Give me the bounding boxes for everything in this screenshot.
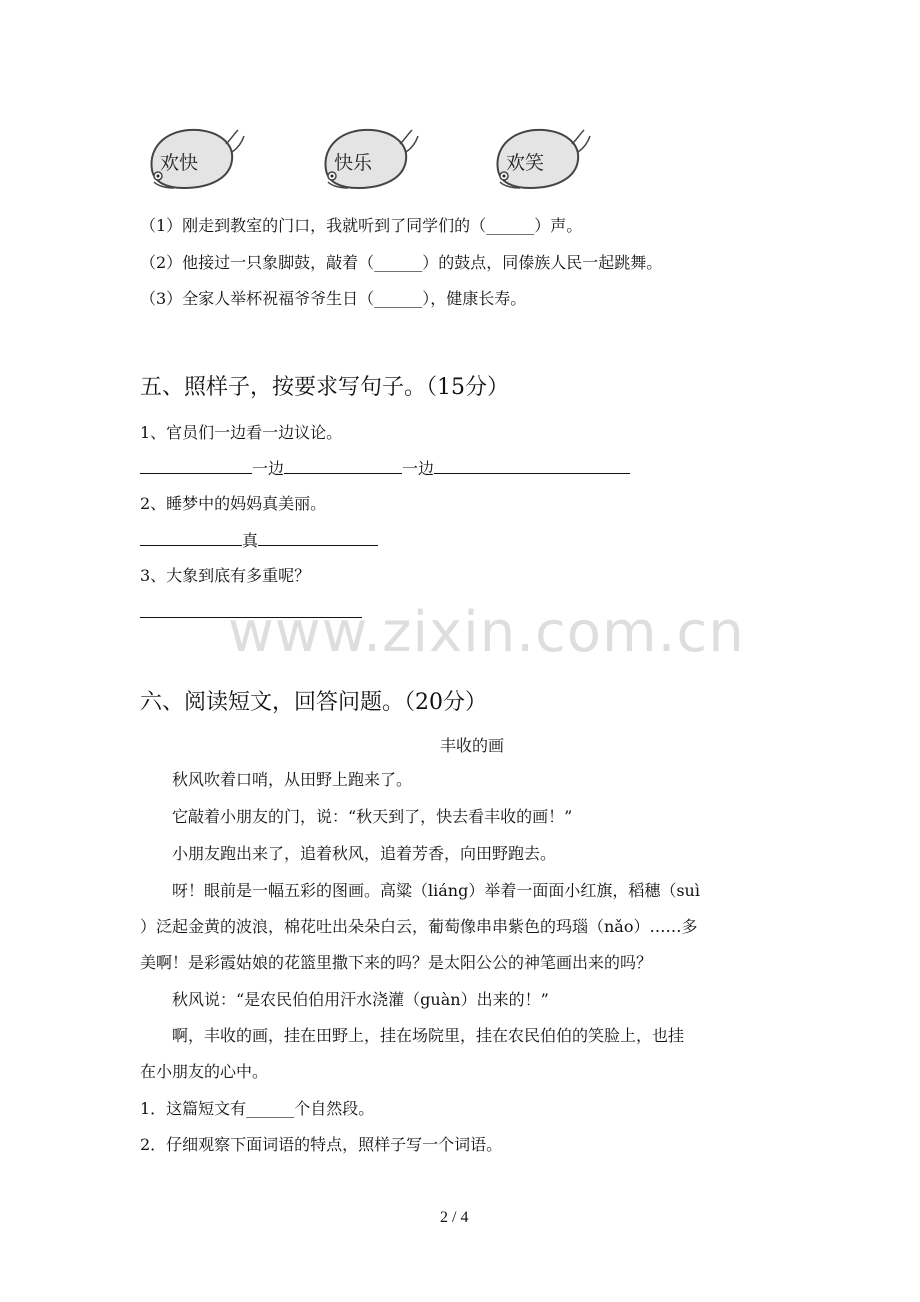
answer-line-1 [140, 458, 630, 479]
question-text: 个自然段。 [294, 1099, 375, 1118]
answer-blank[interactable] [434, 458, 630, 474]
passage-line: ）泛起金黄的波浪，棉花吐出朵朵白云，葡萄像串串紫色的玛瑙（nǎo）……多 [140, 917, 698, 936]
pattern-word: 一边 [252, 459, 285, 478]
watermark: www.zixin.com.cn [228, 600, 745, 665]
passage-line: 美啊！是彩霞姑娘的花篮里撒下来的吗？是太阳公公的神笔画出来的吗？ [140, 953, 653, 972]
answer-blank[interactable] [140, 530, 242, 546]
reading-question-1 [140, 1099, 374, 1119]
question-text: 2．仔细观察下面词语的特点，照样子写一个词语。 [140, 1135, 503, 1154]
answer-line-2 [140, 530, 378, 551]
question-text: 1．这篇短文有 [140, 1099, 247, 1118]
answer-blank[interactable]: ______ [486, 216, 535, 235]
fill-question-2 [140, 253, 662, 273]
pattern-word: 一边 [402, 459, 435, 478]
passage-line: 小朋友跑出来了，追着秋风，追着芳香，向田野跑去。 [172, 844, 557, 863]
question-text: ），健康长寿。 [422, 289, 527, 308]
word-label: 欢快 [160, 152, 199, 174]
passage-line: 秋风说：“是农民伯伯用汗水浇灌（guàn）出来的！” [172, 990, 549, 1009]
word-label: 快乐 [334, 152, 373, 174]
question-text: （2）他接过一只象脚鼓，敲着（ [140, 253, 375, 272]
answer-blank[interactable]: ______ [246, 1099, 295, 1118]
section-title-5: 五、照样子，按要求写句子。（15分） [140, 375, 509, 400]
pattern-word: 真 [242, 531, 259, 550]
word-label: 欢笑 [506, 152, 545, 174]
answer-blank[interactable] [284, 458, 402, 474]
answer-blank[interactable]: ______ [374, 289, 423, 308]
answer-blank[interactable] [258, 530, 378, 546]
fill-question-1 [140, 216, 582, 236]
sentence-prompt-1: 1、官员们一边看一边议论。 [140, 423, 343, 442]
page-number: 2 / 4 [440, 1209, 469, 1226]
sentence-prompt-2: 2、睡梦中的妈妈真美丽。 [140, 494, 327, 513]
question-text: ）声。 [534, 216, 583, 235]
answer-blank[interactable]: ______ [374, 253, 423, 272]
passage-line: 啊，丰收的画，挂在田野上，挂在场院里，挂在农民伯伯的笑脸上，也挂 [172, 1026, 685, 1045]
sentence-prompt-3: 3、大象到底有多重呢？ [140, 566, 311, 585]
passage-line: 它敲着小朋友的门，说：“秋天到了，快去看丰收的画！” [172, 807, 573, 826]
word-badge-2 [314, 118, 424, 198]
question-text: （1）刚走到教室的门口，我就听到了同学们的（ [140, 216, 487, 235]
passage-line: 秋风吹着口哨，从田野上跑来了。 [172, 770, 413, 789]
passage-line: 呀！眼前是一幅五彩的图画。高粱（liáng）举着一面面小红旗，稻穗（suì [172, 881, 700, 900]
reading-question-2 [140, 1135, 502, 1155]
word-badge-1 [140, 118, 250, 198]
passage-title: 丰收的画 [440, 736, 505, 755]
fill-question-3 [140, 289, 526, 309]
question-text: （3）全家人举杯祝福爷爷生日（ [140, 289, 375, 308]
section-title-6: 六、阅读短文，回答问题。（20分） [140, 690, 487, 715]
word-badge-3 [486, 118, 596, 198]
answer-blank[interactable] [140, 458, 252, 474]
passage-line: 在小朋友的心中。 [140, 1062, 269, 1081]
question-text: ）的鼓点，同傣族人民一起跳舞。 [422, 253, 663, 272]
